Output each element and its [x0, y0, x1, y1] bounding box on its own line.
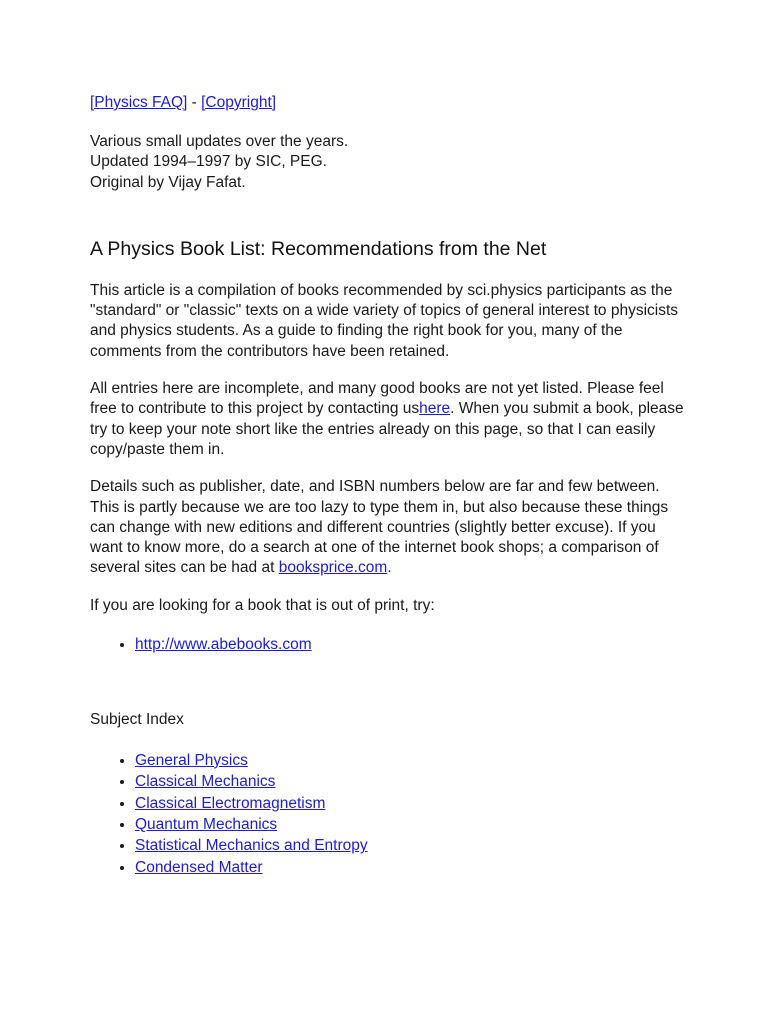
entries-paragraph — [90, 379, 690, 460]
credit-line: Original by Vijay Fafat. — [90, 173, 246, 191]
subject-link-statistical-mechanics[interactable]: Statistical Mechanics and Entropy — [135, 837, 368, 855]
copyright-link[interactable]: [Copyright] — [201, 94, 277, 111]
subject-link-general-physics[interactable]: General Physics — [135, 751, 248, 769]
subject-index-title: Subject Index — [90, 711, 184, 729]
details-text: Details such as publisher, date, and ISBN numbers below are far and few between. This is partly because we are too lazy to type them in, but also because these things can change with new editions and different countries (slightly better excuse). If you want to know more, do a search at one of the internet book shops; a comparison of several sites can be had at — [90, 478, 669, 577]
document-page — [90, 93, 690, 878]
credit-line: Updated 1994–1997 by SIC, PEG. — [90, 153, 327, 171]
list-item — [135, 750, 690, 771]
physics-faq-link[interactable]: [Physics FAQ] — [90, 94, 188, 111]
list-item — [135, 857, 690, 878]
subject-link-condensed-matter[interactable]: Condensed Matter — [135, 858, 263, 876]
subject-link-quantum-mechanics[interactable]: Quantum Mechanics — [135, 815, 278, 833]
booksprice-link[interactable]: booksprice.com — [278, 559, 388, 577]
entries-text: All entries here are incomplete, and many good books are not yet listed. Please feel free to contribute to this project by contacting us — [90, 380, 664, 418]
abebooks-link[interactable]: http://www.abebooks.com — [135, 636, 312, 654]
list-item — [135, 793, 690, 814]
bookshop-list — [90, 634, 690, 655]
list-item — [135, 835, 690, 856]
subject-link-classical-electromagnetism[interactable]: Classical Electromagnetism — [135, 794, 326, 812]
out-of-print-paragraph: If you are looking for a book that is out of print, try: — [90, 596, 435, 614]
nav-separator: - — [187, 94, 202, 111]
credits-block — [90, 132, 690, 193]
details-text-after: . — [387, 559, 392, 577]
credit-line: Various small updates over the years. — [90, 133, 349, 150]
list-item — [135, 771, 690, 792]
page-title: A Physics Book List: Recommendations from the Net — [90, 237, 547, 260]
list-item — [135, 634, 690, 655]
top-nav — [90, 93, 690, 113]
contact-here-link[interactable]: here — [419, 400, 451, 418]
subject-link-classical-mechanics[interactable]: Classical Mechanics — [135, 773, 276, 791]
list-item — [135, 814, 690, 835]
details-paragraph — [90, 477, 690, 578]
entries-text-after: . When you submit a book, please try to keep your note short like the entries already on this page, so that I can easily copy/paste them in. — [90, 400, 684, 458]
intro-paragraph: This article is a compilation of books recommended by sci.physics participants as the "standard" or "classic" texts on a wide variety of topics of general interest to physicists and physics students. As a guide to finding the right book for you, many of the comments from the contributors have been retained. — [90, 281, 679, 360]
subject-index-list — [90, 750, 690, 878]
